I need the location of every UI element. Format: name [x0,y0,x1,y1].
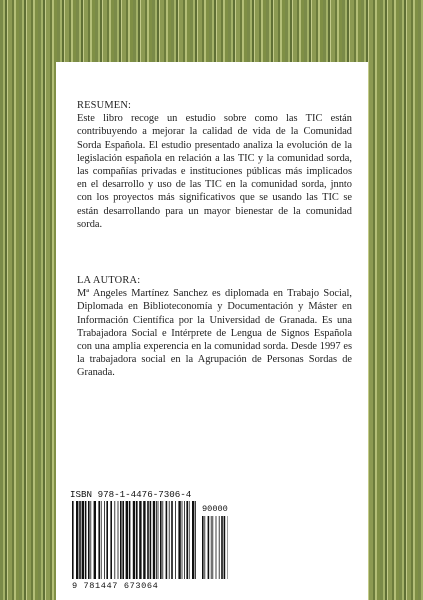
barcode-bar [104,501,105,579]
barcode-bar [219,516,220,579]
barcode-bar [85,501,87,579]
barcode-bar [114,501,115,579]
barcode-bar [150,501,152,579]
barcode-bar [169,501,170,579]
barcode-digits: 9 781447 673064 [72,581,159,591]
barcode-bar [160,501,162,579]
barcode-bar [216,516,217,579]
barcode-bar [147,501,149,579]
barcode-bar [182,501,183,579]
barcode-bar [110,501,112,579]
barcode-bar [224,516,226,579]
barcode-bar [158,501,159,579]
barcode-bar [204,516,205,579]
barcode-bar [120,501,122,579]
barcode-bar [76,501,78,579]
barcode-bar [156,501,157,579]
summary-text: Este libro recoge un estudio sobre como las TIC están contribuyendo a mejorar la calidad de vida de la Comunidad Sorda Española. El estudio presentado analiza la evolución de la legislación española en relación a las TIC y la comunidad sorda, las compañías privadas e instituciones públicas más implicados en el desarrollo y uso de las TIC en la comunidad sorda, jnnto con los proyectos más significativos que se usando las TIC se están desarrollando para un mayor bienestar de la comunidad sorda. [77,113,352,230]
price-barcode [202,516,228,579]
barcode-bar [90,501,91,579]
barcode-bar [153,501,155,579]
barcode-bar [88,501,90,579]
barcode-bar [192,501,194,579]
barcode-bar [136,501,138,579]
barcode-bar [101,501,102,579]
summary-section [77,99,352,231]
barcode-bar [202,516,204,579]
summary-heading: RESUMEN: [77,100,132,111]
barcode-bar [189,501,190,579]
barcode-bar [162,501,163,579]
barcode-bar [178,501,180,579]
author-heading: LA AUTORA: [77,275,141,286]
author-bio: Mª Angeles Martínez Sanchez es diplomada en Trabajo Social, Diplomada en Biblioteconomía y Documentación y Máster en Información Científica por la Universidad de Granada. Es una Trabajadora Social e Intérprete de Lengua de Signos Española con una amplia experencia en la comunidad sorda. Desde 1997 es la trabajadora social en la Agrupación de Personas Sordas de Granada. [77,288,352,379]
barcode-bar [129,501,131,579]
barcode-bar [94,501,96,579]
barcode-bar [79,501,81,579]
barcode-bar [143,501,145,579]
barcode-bar [175,501,176,579]
barcode-bar [211,516,212,579]
barcode-bar [118,501,119,579]
barcode-bar [122,501,124,579]
barcode-bar [186,501,188,579]
barcode-bar [126,501,128,579]
barcode-bar [98,501,100,579]
isbn-barcode [72,501,196,579]
barcode-bar [166,501,168,579]
barcode-bar [106,501,108,579]
barcode-bar [195,501,196,579]
price-code: 90000 [202,504,228,514]
isbn-label: ISBN 978-1-4476-7306-4 [70,489,192,500]
barcode-bar [208,516,210,579]
barcode-bar [72,501,74,579]
barcode-bar [171,501,173,579]
barcode-bar [184,501,185,579]
barcode-bar [221,516,223,579]
barcode-bar [133,501,135,579]
barcode-bar [139,501,141,579]
barcode-bar [82,501,84,579]
barcode-bar [212,516,213,579]
author-section [77,274,352,380]
